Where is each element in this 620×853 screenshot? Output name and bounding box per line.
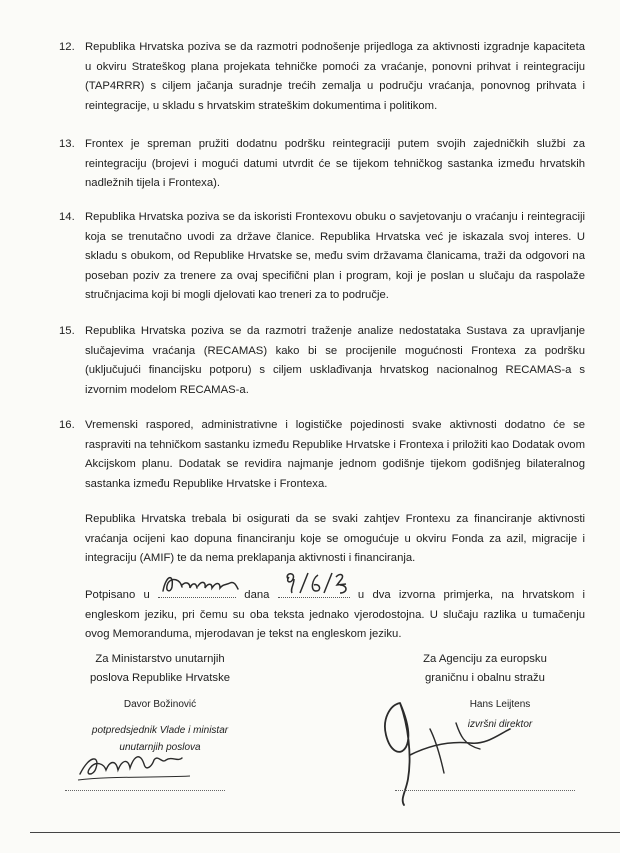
left-org-line2: poslova Republike Hrvatske <box>89 672 231 684</box>
left-title-line2: unutarnjih poslova <box>119 742 201 753</box>
right-signature-line <box>395 790 575 791</box>
right-signatory-name: Hans Leijtens <box>469 699 531 710</box>
right-handwritten-signature <box>360 695 530 810</box>
item-number: 12. <box>59 41 75 53</box>
list-item-13 <box>60 135 585 194</box>
item-number: 16. <box>59 419 75 431</box>
date-blank <box>278 585 350 598</box>
item-text: Vremenski raspored, administrativne i logističke pojedinosti svake aktivnosti dodatno će se raspraviti na tehničkom sastanku između Republike Hrvatske i Frontexa i priložiti kao Dodatak ovom Akcijskom planu. Dodatak se revidira najmanje jednom godišnje tijekom godišnjeg bilateralnog sastanka između Republike Hrvatske i Frontexa. <box>85 419 585 490</box>
handwritten-place-signature <box>160 571 240 597</box>
right-signatory-block <box>385 650 585 688</box>
right-org-line1: Za Agenciju za europsku <box>423 653 547 665</box>
funding-paragraph: Republika Hrvatska trebala bi osigurati da se svaki zahtjev Frontexu za financiranje aktivnosti vraćanja ocijeni kao dopuna financiranju koje se omogućuje u okviru Fonda za azil, migracije i integraciju (AMIF) te da nema preklapanja aktivnosti i financiranja. <box>85 513 585 564</box>
item-text: Republika Hrvatska poziva se da razmotri traženje analize nedostataka Sustava za upravljanje slučajevima vraćanja (RECAMAS) kako bi se procijenile mogućnosti Frontexa za podršku (uključujući financijsku potporu) s ciljem usklađivanja hrvatskog nacionalnog RECAMAS-a s izvornim modelom RECAMAS-a. <box>85 325 585 396</box>
signing-rest: u dva izvorna primjerka, na hrvatskom i engleskom <box>85 589 586 621</box>
left-signatory-name: Davor Božinović <box>123 699 197 710</box>
list-item-12 <box>60 38 585 116</box>
item-text: Republika Hrvatska poziva se da iskoristi Frontexovu obuku o savjetovanju o vraćanju i reintegraciji koja se trenutačno uvodi za države članice. Republika Hrvatska već je iskazala svoj interes. U skladu s obukom, od Republike Hrvatske se, među svim državama članicama, traži da odgovori na poseban poziv za trenere za ovaj specifični plan i program, koji je poslan u slučaju da raspolaže stručnjacima koji bi mogli djelovati kao treneri za to područje. <box>85 211 585 301</box>
item-number: 15. <box>59 325 75 337</box>
footer-rule <box>30 832 620 833</box>
handwritten-date <box>282 569 352 597</box>
dana-label: dana <box>244 589 270 601</box>
right-org-line2: graničnu i obalnu stražu <box>425 672 545 684</box>
item-text: Frontex je spreman pružiti dodatnu podršku reintegraciji putem svojih zajedničkih službi za reintegraciju (brojevi i mogući datumi utvrdit će se tijekom tehničkog sastanka između hrvatskih nadležnih tijela i Frontexa). <box>85 138 585 189</box>
list-item-14 <box>60 208 585 306</box>
signing-statement <box>85 585 585 645</box>
left-title-line1: potpredsjednik Vlade i ministar <box>91 725 229 736</box>
left-org-line1: Za Ministarstvo unutarnjih <box>95 653 225 665</box>
item-number: 14. <box>59 211 75 223</box>
item-text: Republika Hrvatska poziva se da razmotri podnošenje prijedloga za aktivnosti izgradnje kapaciteta u okviru Strateškog plana projekata tehničke pomoći za vraćanje, ponovni prihvat i reintegraciju (TAP4RRR) s ciljem jačanja suradnje trećih zemalja u području vraćanja, ponovnog prihvata i reintegracije, u skladu s hrvatskim strateškim dokumentima i politikom. <box>85 41 585 112</box>
right-signatory-title: izvršni direktor <box>467 719 533 730</box>
left-signature-line <box>65 790 225 791</box>
left-signatory-block <box>60 650 260 688</box>
list-item-15 <box>60 322 585 400</box>
signing-continuation: jeziku, pri čemu su oba teksta jednako vjerodostojna. U slučaju razlika u tumačenju ovog Memoranduma, mjerodavan je tekst na engleskom jeziku. <box>85 608 586 640</box>
item-number: 13. <box>59 138 75 150</box>
signing-prefix: Potpisano u <box>85 589 150 601</box>
list-item-16 <box>60 416 585 494</box>
place-blank <box>158 585 236 598</box>
left-handwritten-signature <box>70 746 220 788</box>
